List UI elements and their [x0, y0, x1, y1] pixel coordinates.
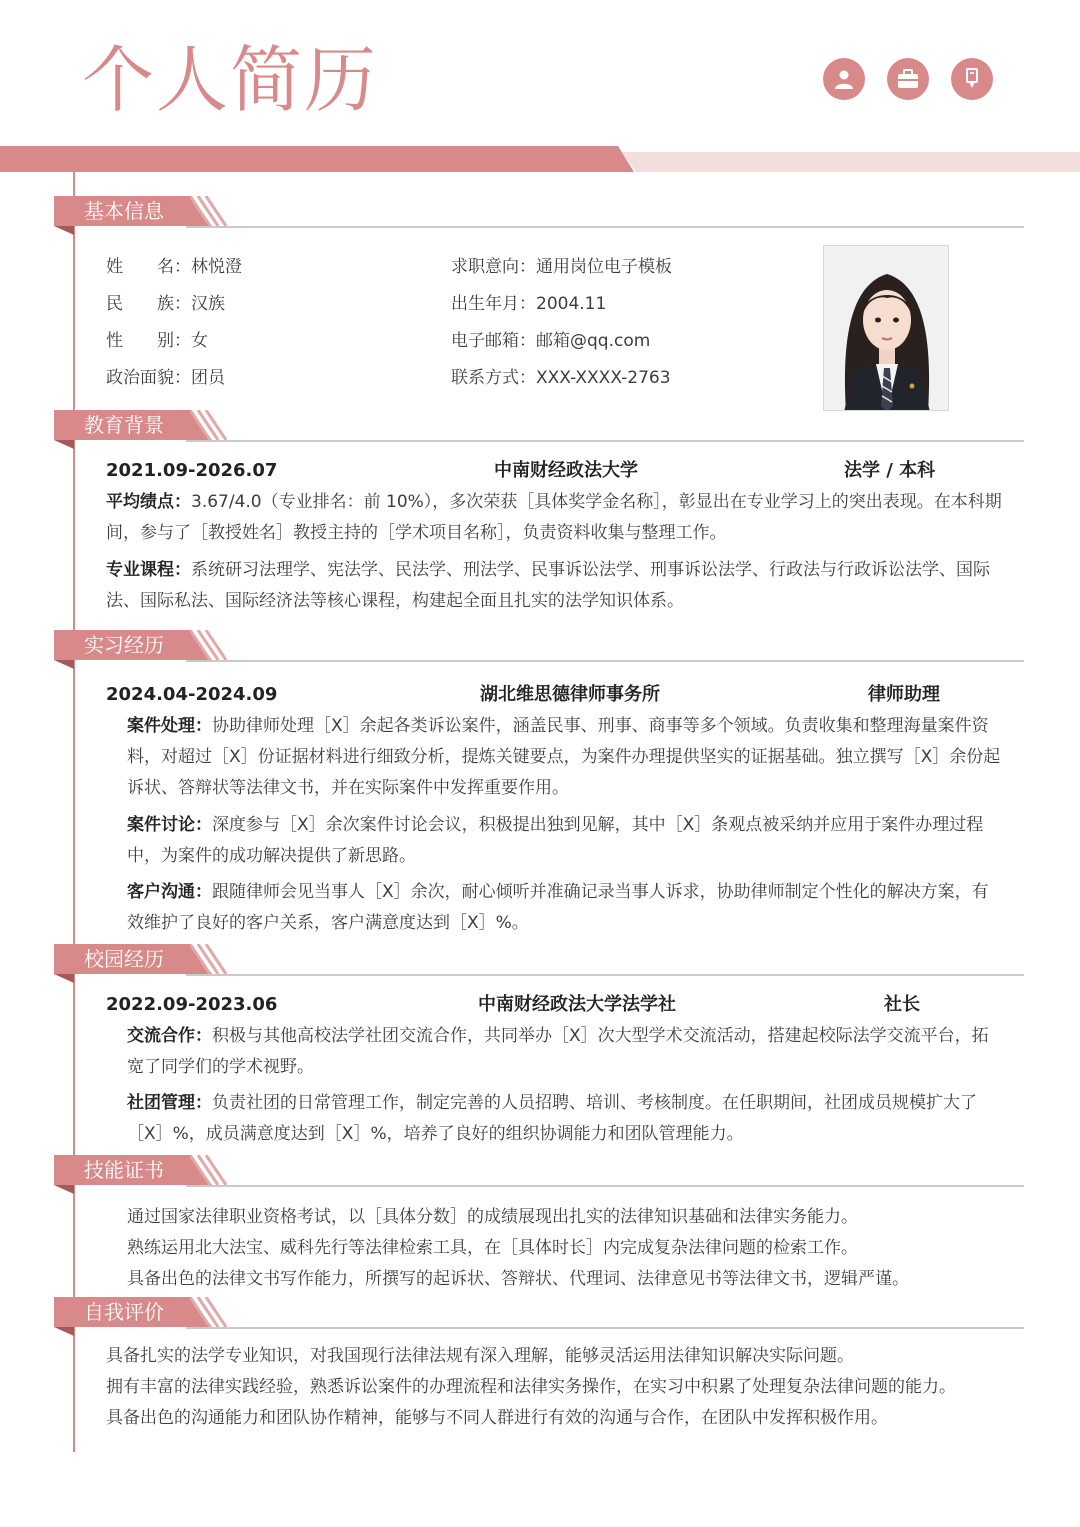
- field-value: 林悦澄: [191, 257, 242, 277]
- skill-item: 具备出色的法律文书写作能力，所撰写的起诉状、答辩状、代理词、法律意见书等法律文书，逻辑严谨。: [127, 1269, 909, 1289]
- field-label: 民 族：: [106, 294, 191, 314]
- section-title-self-eval: 自我评价: [84, 1300, 164, 1324]
- header-band-light: [622, 152, 1080, 172]
- item-label: 客户沟通：: [127, 882, 212, 902]
- item-text: 深度参与［X］余次案件讨论会议，积极提出独到见解，其中［X］条观点被采纳并应用于案件办理过程中，为案件的成功解决提供了新思路。: [127, 815, 984, 866]
- field-value: 邮箱@qq.com: [536, 331, 651, 351]
- profile-photo: [823, 245, 949, 411]
- section-divider: [186, 226, 1024, 228]
- section-title-skills: 技能证书: [84, 1158, 164, 1182]
- section-fold: [54, 226, 74, 235]
- field-intent: [451, 256, 672, 278]
- briefcase-icon: [887, 58, 929, 100]
- campus-role: 社长: [884, 994, 920, 1015]
- field-birth: [451, 293, 606, 315]
- skill-item: 熟练运用北大法宝、威科先行等法律检索工具，在［具体时长］内完成复杂法律问题的检索工作。: [127, 1238, 858, 1258]
- section-divider: [186, 1185, 1024, 1187]
- item-label: 案件处理：: [127, 716, 212, 736]
- self-eval-item: 拥有丰富的法律实践经验，熟悉诉讼案件的办理流程和法律实务操作，在实习中积累了处理复杂法律问题的能力。: [106, 1377, 956, 1397]
- section-fold: [54, 660, 74, 669]
- education-period: 2021.09-2026.07: [106, 460, 278, 481]
- field-value: 女: [191, 331, 208, 351]
- field-label: 政治面貌：: [106, 368, 191, 388]
- section-fold: [54, 440, 74, 449]
- campus-period: 2022.09-2023.06: [106, 994, 278, 1015]
- timeline-line: [73, 172, 75, 1452]
- item-text: 系统研习法理学、宪法学、民法学、刑法学、民事诉讼法学、刑事诉讼法学、行政法与行政诉讼法学、国际法、国际私法、国际经济法等核心课程，构建起全面且扎实的法学知识体系。: [106, 560, 990, 611]
- item-label: 专业课程：: [106, 560, 191, 580]
- campus-org: 中南财经政法大学法学社: [478, 994, 676, 1015]
- internship-period: 2024.04-2024.09: [106, 684, 278, 705]
- section-fold: [54, 974, 74, 983]
- internship-role: 律师助理: [868, 684, 940, 705]
- field-label: 性 别：: [106, 331, 191, 351]
- field-value: 2004.11: [536, 294, 607, 314]
- section-title-campus: 校园经历: [84, 947, 164, 971]
- field-name: [106, 256, 242, 278]
- field-email: [451, 330, 650, 352]
- section-divider: [186, 660, 1024, 662]
- field-phone: [451, 367, 671, 389]
- header-band: [0, 146, 634, 172]
- skill-item: 通过国家法律职业资格考试，以［具体分数］的成绩展现出扎实的法律知识基础和法律实务能力。: [127, 1207, 858, 1227]
- item-text: 协助律师处理［X］余起各类诉讼案件，涵盖民事、刑事、商事等多个领域。负责收集和整理海量案件资料，对超过［X］份证据材料进行细致分析，提炼关键要点，为案件办理提供坚实的证据基础。独立撰写［X］余份起诉状、答辩状等法律文书，并在实际案件中发挥重要作用。: [127, 716, 1001, 798]
- section-divider: [186, 1327, 1024, 1329]
- item-text: 跟随律师会见当事人［X］余次，耐心倾听并准确记录当事人诉求，协助律师制定个性化的解决方案，有效维护了良好的客户关系，客户满意度达到［X］%。: [127, 882, 989, 933]
- self-eval-item: 具备扎实的法学专业知识，对我国现行法律法规有深入理解，能够灵活运用法律知识解决实际问题。: [106, 1346, 854, 1366]
- internship-item: [127, 711, 1005, 804]
- item-text: 3.67/4.0（专业排名：前 10%），多次荣获［具体奖学金名称］，彰显出在专业学习上的突出表现。在本科期间，参与了［教授姓名］教授主持的［学术项目名称］，负责资料收集与整理工作。: [106, 492, 1002, 543]
- education-degree: 法学 / 本科: [844, 460, 936, 481]
- section-stripes: [190, 630, 230, 660]
- field-value: 汉族: [191, 294, 225, 314]
- internship-item: [127, 877, 1005, 939]
- page-title: 个人简历: [82, 38, 379, 122]
- section-fold: [54, 1185, 74, 1194]
- item-label: 平均绩点：: [106, 492, 191, 512]
- section-title-education: 教育背景: [84, 413, 164, 437]
- section-stripes: [190, 410, 230, 440]
- section-divider: [186, 974, 1024, 976]
- section-divider: [186, 440, 1024, 442]
- self-eval-item: 具备出色的沟通能力和团队协作精神，能够与不同人群进行有效的沟通与合作，在团队中发挥积极作用。: [106, 1408, 888, 1428]
- field-label: 求职意向：: [451, 257, 536, 277]
- field-label: 出生年月：: [451, 294, 536, 314]
- education-item: [106, 487, 1006, 549]
- section-title-basic: 基本信息: [84, 199, 164, 223]
- pen-icon: [951, 58, 993, 100]
- campus-item: [127, 1021, 1005, 1083]
- item-label: 案件讨论：: [127, 815, 212, 835]
- field-value: XXX-XXXX-2763: [536, 368, 671, 388]
- section-stripes: [190, 196, 230, 226]
- field-gender: [106, 330, 208, 352]
- field-label: 姓 名：: [106, 257, 191, 277]
- section-stripes: [190, 944, 230, 974]
- section-stripes: [190, 1297, 230, 1327]
- item-text: 积极与其他高校法学社团交流合作，共同举办［X］次大型学术交流活动，搭建起校际法学交流平台，拓宽了同学们的学术视野。: [127, 1026, 989, 1077]
- field-value: 通用岗位电子模板: [536, 257, 672, 277]
- internship-org: 湖北维思德律师事务所: [480, 684, 660, 705]
- education-item: [106, 555, 1006, 617]
- section-fold: [54, 1327, 74, 1336]
- education-school: 中南财经政法大学: [494, 460, 638, 481]
- section-stripes: [190, 1155, 230, 1185]
- field-label: 电子邮箱：: [451, 331, 536, 351]
- campus-item: [127, 1088, 1005, 1150]
- user-icon: [823, 58, 865, 100]
- item-text: 负责社团的日常管理工作，制定完善的人员招聘、培训、考核制度。在任职期间，社团成员规模扩大了［X］%，成员满意度达到［X］%，培养了良好的组织协调能力和团队管理能力。: [127, 1093, 977, 1144]
- section-title-internship: 实习经历: [84, 633, 164, 657]
- field-ethnicity: [106, 293, 225, 315]
- item-label: 交流合作：: [127, 1026, 212, 1046]
- internship-item: [127, 810, 1005, 872]
- field-label: 联系方式：: [451, 368, 536, 388]
- item-label: 社团管理：: [127, 1093, 212, 1113]
- field-value: 团员: [191, 368, 225, 388]
- field-political: [106, 367, 225, 389]
